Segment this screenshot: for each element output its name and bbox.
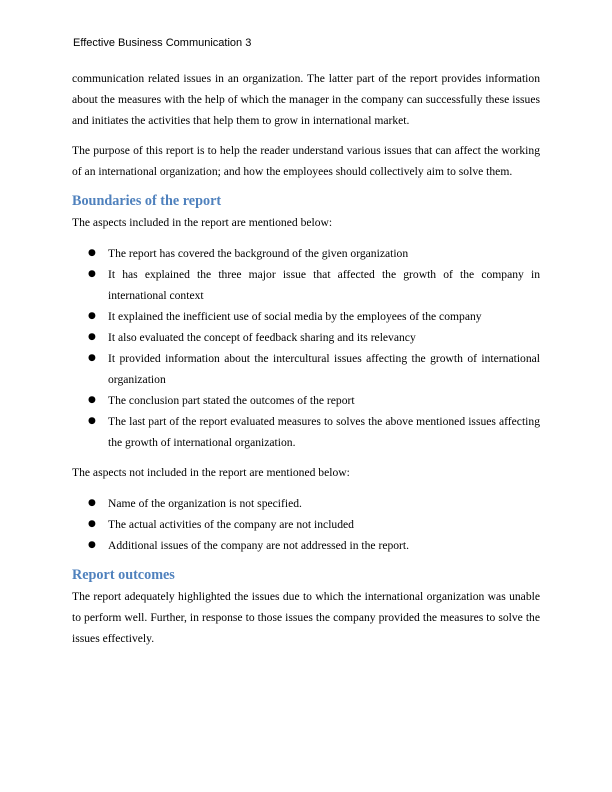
list-item-text: It provided information about the intercultural issues affecting the growth of international organization [108, 352, 540, 386]
list-item [72, 243, 540, 264]
bullet-icon: ● [88, 311, 96, 321]
running-header: Effective Business Communication 3 [73, 37, 252, 49]
included-intro: The aspects included in the report are mentioned below: [72, 216, 333, 229]
boundaries-heading: Boundaries of the report [72, 193, 222, 209]
list-item [72, 390, 540, 411]
bullet-icon: ● [88, 269, 96, 279]
bullet-icon: ● [88, 395, 96, 405]
purpose-paragraph: The purpose of this report is to help the reader understand various issues that can affect the working of an international organization; and how the employees should collectively aim to solve them. [72, 144, 540, 178]
excluded-intro: The aspects not included in the report are mentioned below: [72, 466, 350, 479]
list-item [72, 348, 540, 390]
list-item-text: It also evaluated the concept of feedback sharing and its relevancy [108, 331, 416, 344]
bullet-icon: ● [88, 416, 96, 426]
list-item [72, 514, 540, 535]
list-item [72, 493, 540, 514]
bullet-icon: ● [88, 519, 96, 529]
page-content [72, 68, 540, 649]
list-item [72, 411, 540, 453]
excluded-list [72, 493, 540, 556]
list-item-text: The report has covered the background of the given organization [108, 247, 409, 260]
outcomes-paragraph: The report adequately highlighted the issues due to which the international organization was unable to perform well. Further, in response to those issues the company provided the measures to solve the issues effectively. [72, 590, 540, 645]
list-item-text: Additional issues of the company are not addressed in the report. [108, 539, 410, 552]
bullet-icon: ● [88, 332, 96, 342]
included-list [72, 243, 540, 453]
list-item-text: The actual activities of the company are not included [108, 518, 354, 531]
list-item [72, 306, 540, 327]
bullet-icon: ● [88, 353, 96, 363]
list-item-text: Name of the organization is not specified. [108, 497, 302, 510]
list-item [72, 264, 540, 306]
bullet-icon: ● [88, 540, 96, 550]
continuation-paragraph: communication related issues in an organization. The latter part of the report provides information about the measures with the help of which the manager in the company can successfully these issues and initiates the activities that help them to grow in international market. [72, 72, 540, 127]
list-item-text: It has explained the three major issue that affected the growth of the company in international context [108, 268, 540, 302]
list-item [72, 535, 540, 556]
list-item-text: It explained the inefficient use of social media by the employees of the company [108, 310, 482, 323]
list-item [72, 327, 540, 348]
list-item-text: The last part of the report evaluated measures to solves the above mentioned issues affecting the growth of international organization. [108, 415, 540, 449]
bullet-icon: ● [88, 248, 96, 258]
list-item-text: The conclusion part stated the outcomes of the report [108, 394, 355, 407]
bullet-icon: ● [88, 498, 96, 508]
outcomes-heading: Report outcomes [72, 567, 175, 583]
